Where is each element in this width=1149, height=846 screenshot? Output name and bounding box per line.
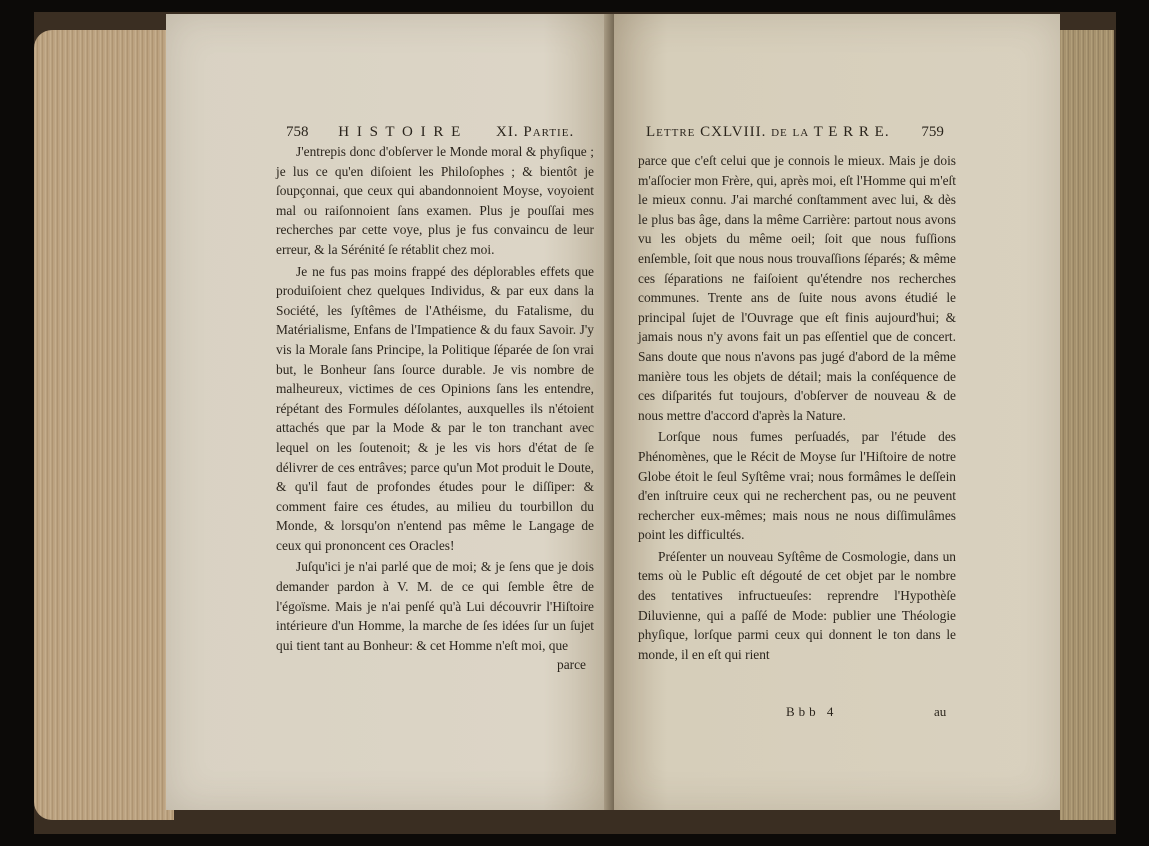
paragraph: Juſqu'ici je n'ai parlé que de moi; & je ſens que je dois demander pardon à V. M. de ce qui ſemble être de l'égoïsme. Mais je n'ai penſé qu'à Lui découvrir l'Hiſtoire intérieure d'un Homme, la marche de ſes idées ſur un ſujet qui tient tant au Bonheur: & cet Homme n'eſt moi, que [276, 559, 594, 653]
right-page [614, 14, 1060, 810]
right-running-title: Lettre CXLVIII. de la T E R R E. [646, 124, 890, 140]
left-part-label: XI. Partie. [496, 124, 575, 140]
right-page-number: 759 [921, 124, 944, 140]
left-page-number: 758 [286, 124, 309, 140]
left-running-title: H I S T O I R E [338, 124, 463, 140]
right-page-header [646, 124, 1056, 141]
paragraph: Lorſque nous fumes perſuadés, par l'étude des Phénomènes, que le Récit de Moyse ſur l'Hiſtoire de notre Globe étoit le ſeul Syſtême vrai; nous formâmes le deſſein d'en inſtruire ceux qui ne recherchent pas, ou ne peuvent rechercher eux-mêmes; mais nous ne nous diſſimulâmes point les difficultés. [638, 429, 956, 543]
paragraph: J'entrepis donc d'obſerver le Monde moral & phyſique ; je lus ce qu'en diſoient les Philoſophes ; & bientôt je ſoupçonnai, que ceux qui abandonnoient Moyse, voyoient mal ou raiſonnoient ſans examen. Plus je pouſſai mes recherches par cette voye, plus je fus convaincu de leur erreur, & la Sérénité ſe rétablit chez moi. [276, 144, 594, 257]
right-page-edges [1060, 30, 1114, 820]
signature-mark: Bbb 4 [786, 704, 838, 719]
right-page-text [638, 151, 956, 664]
paragraph: Je ne fus pas moins frappé des déplorables effets que produiſoient chez quelques Individus, & par eux dans la Société, les ſyſtêmes de l'Athéisme, du Fatalisme, du Matérialisme, Enfans de l'Impatience & du faux Savoir. J'y vis la Morale ſans Principe, la Politique ſéparée de ſon vrai but, le Bonheur ſans ſource durable. Je vis nombre de malheureux, victimes de ces Opinions ſans les entendre, répétant des Formules déſolantes, auxquelles ils n'étoient attachés que par la Mode & par le ton tranchant avec lequel on les ſoutenoit; & je les vis hors d'état de ſe délivrer de ces entrâves; parce qu'un Mot produit le Doute, & qu'il faut de profondes études pour le diſſiper: & comment faire ces études, au milieu du tourbillon du Monde, & lorsqu'on n'entend pas même le Langage de ceux qui prononcent ces Oracles! [276, 263, 594, 553]
left-page-text [276, 142, 594, 675]
right-catchword: au [934, 704, 947, 719]
left-page-header [286, 124, 606, 141]
left-page-edges [34, 30, 174, 820]
left-catchword: parce [557, 657, 586, 673]
paragraph: Préſenter un nouveau Syſtême de Cosmologie, dans un tems où le Public eſt dégouté de cet objet par le nombre des tentatives infructueuſes: reprendre l'Hypothèſe Diluvienne, qui a paſſé de Mode: publier une Théologie phyſique, lorſque parmi ceux qui donnent le ton dans le monde, il en eſt qui rient [638, 548, 956, 662]
left-page [166, 14, 610, 810]
paragraph: parce que c'eſt celui que je connois le mieux. Mais je dois m'aſſocier mon Frère, qui, après moi, eſt l'Homme qui m'eſt le mieux connu. J'ai marché conſtamment avec lui, & dès le plus bas âge, dans la même Carrière: partout nous avons vu les objets du même oeil; ſoit que nous fuſſions enſemble, ſoit que nous nous trouvaſſions ſéparés; & même ces ſéparations ne faiſoient qu'étendre nos recherches communes. Trente ans de ſuite nous avons étudié le principal ſujet de l'Ouvrage que eſt finis aujourd'hui; & jamais nous n'y avons fait un pas eſſentiel que de concert. Sans doute que nous n'avons pas jugé d'abord de la même manière tous les objets de détail; mais la conſéquence de ces diſparités fut toujours, d'obſerver de nouveau & de nous mettre d'accord d'après la Nature. [638, 153, 956, 423]
